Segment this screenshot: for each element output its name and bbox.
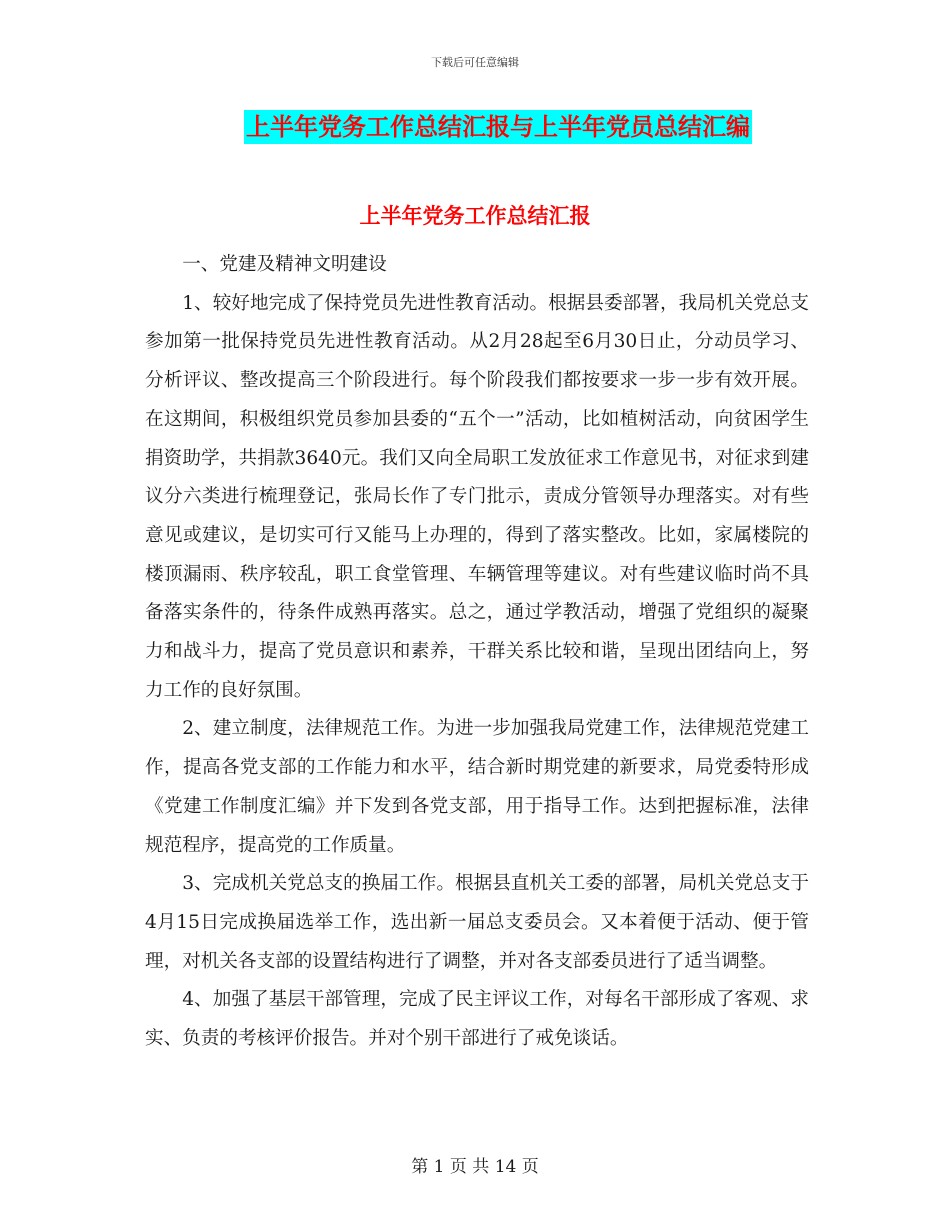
document-body xyxy=(145,246,809,1059)
doc-title-container xyxy=(0,110,950,144)
paragraph-heading: 一、党建及精神文明建设 xyxy=(182,254,387,275)
page-number: 第 1 页 共 14 页 xyxy=(411,1157,539,1177)
paragraph: 3、完成机关党总支的换届工作。根据县直机关工委的部署，局机关党总支于4月15日完成换届选举工作，选出新一届总支委员会。又本着便于活动、便于管理，对机关各支部的设置结构进行了调整，并对各支部委员进行了适当调整。 xyxy=(145,873,809,972)
header-note: 下载后可任意编辑 xyxy=(431,56,519,69)
section-title: 上半年党务工作总结汇报 xyxy=(359,204,591,228)
doc-title: 上半年党务工作总结汇报与上半年党员总结汇编 xyxy=(244,110,752,144)
paragraph: 1、较好地完成了保持党员先进性教育活动。根据县委部署，我局机关党总支参加第一批保持党员先进性教育活动。从2月28起至6月30日止，分动员学习、分析评议、整改提高三个阶段进行。每个阶段我们都按要求一步一步有效开展。在这期间，积极组织党员参加县委的“五个一”活动，比如植树活动，向贫困学生捐资助学，共捐款3640元。我们又向全局职工发放征求工作意见书，对征求到建议分六类进行梳理登记，张局长作了专门批示，责成分管领导办理落实。对有些意见或建议，是切实可行又能马上办理的，得到了落实整改。比如，家属楼院的楼顶漏雨、秩序较乱，职工食堂管理、车辆管理等建议。对有些建议临时尚不具备落实条件的，待条件成熟再落实。总之，通过学教活动，增强了党组织的凝聚力和战斗力，提高了党员意识和素养，干群关系比较和谐，呈现出团结向上，努力工作的良好氛围。 xyxy=(145,292,809,701)
paragraph: 4、加强了基层干部管理，完成了民主评议工作，对每名干部形成了客观、求实、负责的考核评价报告。并对个别干部进行了戒免谈话。 xyxy=(145,989,809,1050)
paragraph: 2、建立制度，法律规范工作。为进一步加强我局党建工作，法律规范党建工作，提高各党支部的工作能力和水平，结合新时期党建的新要求，局党委特形成《党建工作制度汇编》并下发到各党支部，用于指导工作。达到把握标准，法律规范程序，提高党的工作质量。 xyxy=(145,718,809,856)
